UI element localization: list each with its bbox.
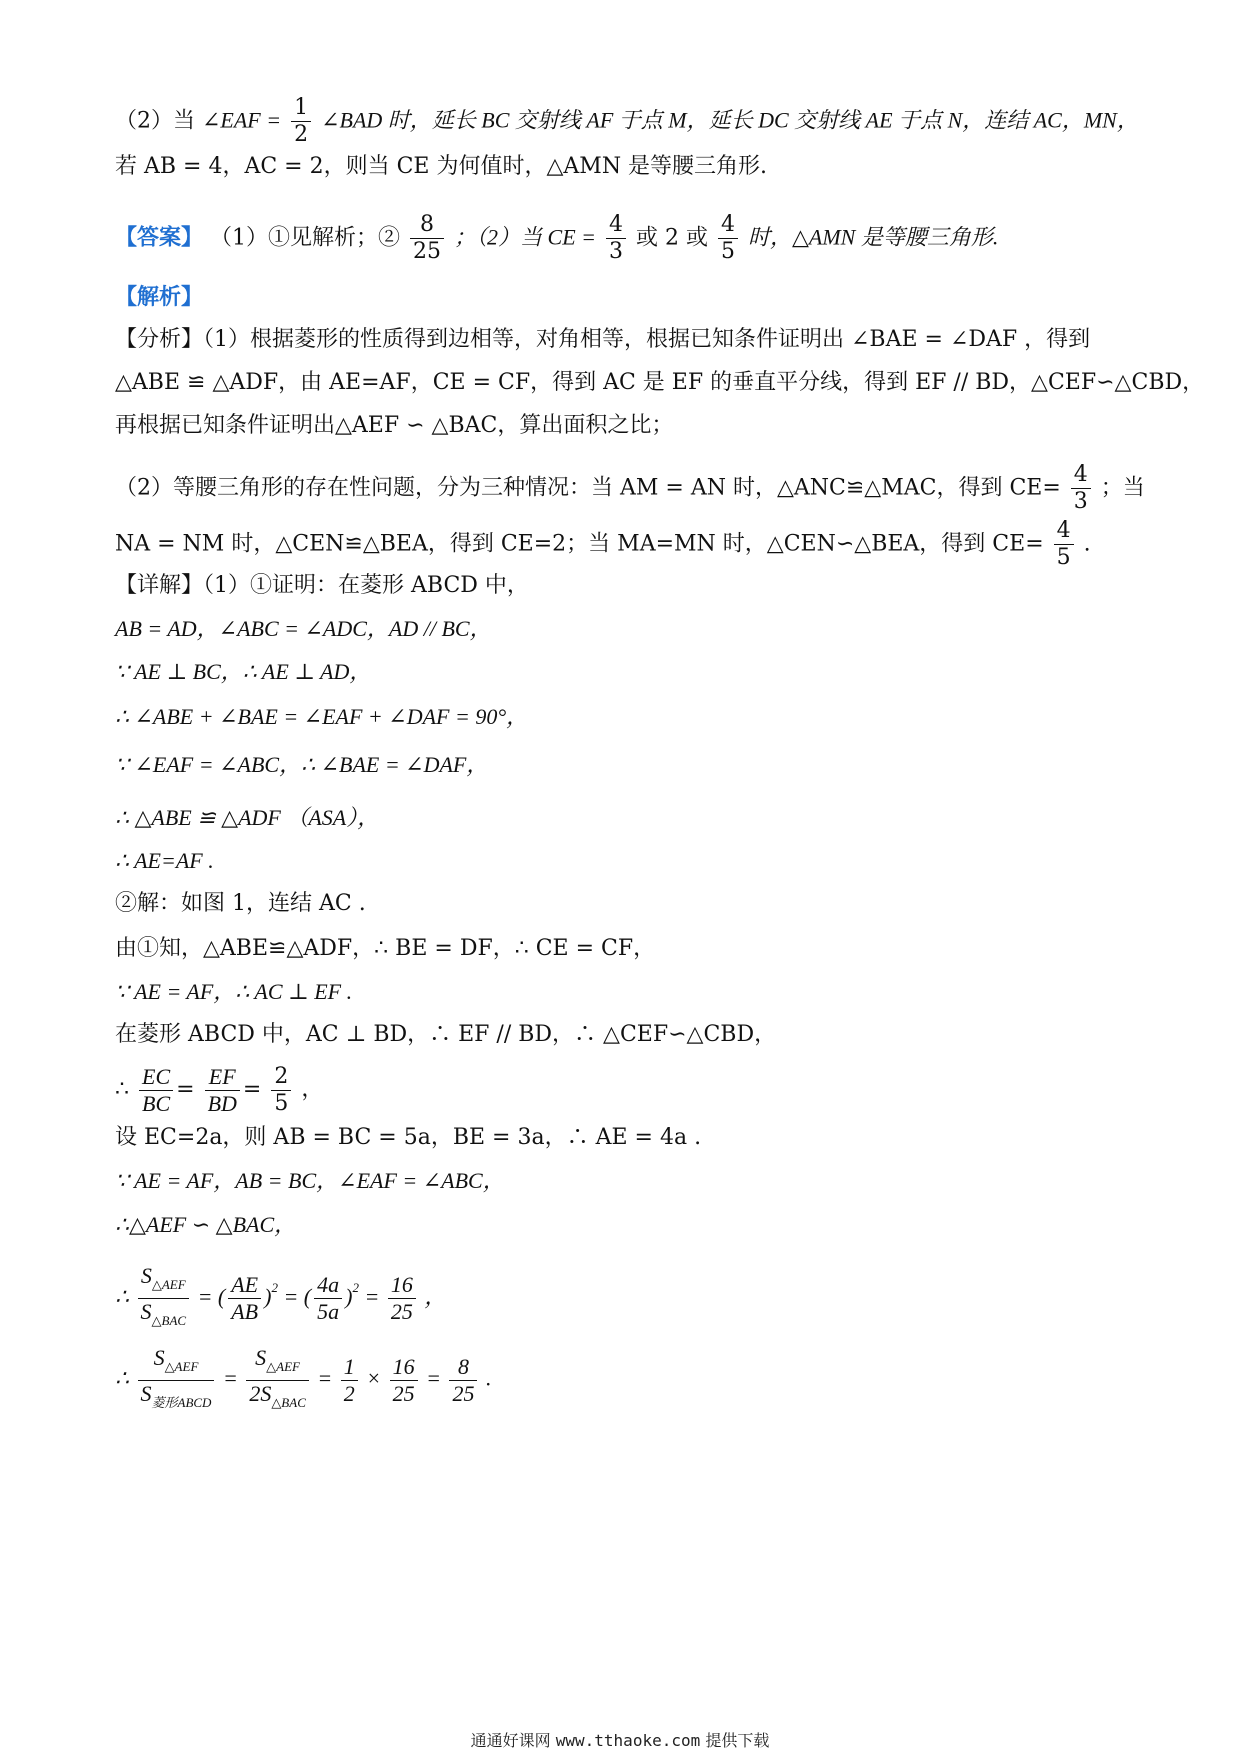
numerator: 4a (314, 1272, 342, 1299)
analysis-line-1: 【分析】（1）根据菱形的性质得到边相等，对角相等，根据已知条件证明出 ∠BAE = ∠DAF ，得到 (115, 327, 1091, 352)
detail-line-11: 在菱形 ABCD 中，AC ⊥ BD，∴ EF // BD，∴ △CEF∽△CBD， (115, 1022, 777, 1047)
analysis-tag: 【解析】 (115, 284, 204, 310)
footer-url-link[interactable]: www.tthaoke.com (555, 1731, 701, 1750)
denominator: 5 (1056, 545, 1071, 570)
therefore: ∴ (115, 1077, 129, 1102)
fraction (314, 1272, 342, 1325)
detail-line-16: ∴ $\frac{S_{\triangle AEF}}{S_{\triangle BAC}}$ = ( $\frac{AE}{AB}$ )$^2$ = ( $\frac{4a}{5a}$ )$^2$ = $\frac{16}{25}$ ， (115, 1258, 1135, 1334)
text: 或 2 或 (635, 225, 708, 251)
fraction (1071, 462, 1091, 515)
numerator: 16 (388, 1272, 416, 1299)
numerator: 4 (1071, 462, 1091, 489)
analysis-line-5 (115, 518, 1135, 571)
detail-line-1: 【详解】（1）①证明：在菱形 ABCD 中， (115, 573, 529, 598)
detail-line-7: ∴ AE=AF . (115, 848, 214, 873)
fraction (271, 1064, 291, 1117)
fraction (138, 1345, 215, 1416)
text: 2S (249, 1381, 272, 1406)
text: . (485, 1365, 492, 1391)
subscript: △AEF (164, 1359, 199, 1374)
text: = ( (283, 1284, 312, 1309)
detail-line-8: ②解：如图 1，连结 AC . (115, 891, 366, 916)
text: ) (264, 1284, 272, 1309)
text: S (140, 1381, 152, 1406)
denominator: 5 (274, 1090, 289, 1116)
footer-site-name: 通通好课网 (470, 1731, 551, 1750)
text: （2）等腰三角形的存在性问题，分为三种情况：当 AM = AN 时，△ANC≌△MAC，得到 CE= (115, 475, 1061, 501)
text: S (140, 1299, 152, 1325)
text: ) (345, 1284, 353, 1309)
subscript: △BAC (271, 1395, 306, 1410)
text: S (140, 1263, 152, 1289)
numerator: EC (139, 1064, 173, 1091)
text: ；当 (1100, 475, 1145, 501)
denominator: 3 (608, 239, 623, 264)
question-2-line-2: 若 AB = 4，AC = 2，则当 CE 为何值时，△AMN 是等腰三角形. (115, 154, 768, 179)
numerator: 2 (271, 1064, 291, 1091)
question-2-line-1 (115, 95, 1139, 148)
denominator: 25 (413, 239, 442, 264)
denominator (138, 1381, 215, 1416)
page-footer (0, 1728, 1240, 1751)
numerator: 4 (718, 212, 738, 239)
text: ， (424, 1284, 447, 1309)
denominator (246, 1381, 309, 1416)
text: ， (301, 1077, 324, 1102)
numerator (138, 1345, 215, 1381)
fraction (388, 1272, 416, 1325)
numerator: 4 (1054, 518, 1074, 545)
fraction (205, 1064, 240, 1117)
numerator (246, 1345, 309, 1381)
superscript: 2 (271, 1280, 278, 1295)
denominator: 5 (720, 239, 735, 264)
detail-line-3: ∵ AE ⊥ BC，∴ AE ⊥ AD， (115, 659, 372, 684)
detail-line-14: ∵ AE = AF，AB = BC，∠EAF = ∠ABC， (115, 1168, 505, 1193)
detail-line-6: ∴ △ABE ≌ △ADF （ASA）， (115, 805, 380, 830)
text: . (1083, 531, 1091, 557)
detail-line-12: ∴ $\frac{EC}{BC}$ = $\frac{EF}{BD}$ = $\frac{2}{5}$ ， (115, 1063, 324, 1116)
fraction (341, 1354, 358, 1407)
math: ∠EAF = (202, 107, 282, 133)
detail-line-4: ∴ ∠ABE + ∠BAE = ∠EAF + ∠DAF = 90°， (115, 704, 529, 729)
numerator: 4 (606, 212, 626, 239)
subscript: △AEF (151, 1277, 186, 1293)
text: ∠BAD 时，延长 BC 交射线 AF 于点 M，延长 DC 交射线 AE 于点 N，连结 AC，MN， (321, 107, 1139, 133)
denominator: 25 (390, 1299, 413, 1325)
detail-line-9: 由①知，△ABE≌△ADF，∴ BE = DF，∴ CE = CF， (115, 936, 656, 961)
text: S (153, 1345, 165, 1370)
text: （1）①见解析；② (210, 225, 401, 251)
fraction-half (291, 95, 311, 148)
fraction (390, 1354, 418, 1407)
text: （2）当 (115, 108, 195, 134)
detail-line-15: ∴△AEF ∽ △BAC， (115, 1212, 297, 1237)
fraction (139, 1064, 173, 1117)
text: S (255, 1345, 267, 1370)
fraction (246, 1345, 309, 1416)
answer-tag: 【答案】 (115, 224, 204, 251)
text: = ( (197, 1284, 226, 1309)
fraction (718, 212, 738, 265)
fraction (1054, 518, 1074, 571)
text: ；（2）当 CE = (454, 224, 596, 250)
detail-line-5: ∵ ∠EAF = ∠ABC，∴ ∠BAE = ∠DAF， (115, 752, 489, 777)
numerator (138, 1263, 190, 1299)
therefore: ∴ (115, 1365, 129, 1391)
denominator: 25 (452, 1381, 475, 1406)
subscript: △BAC (151, 1313, 187, 1329)
numerator: 1 (291, 95, 311, 122)
analysis-line-2: △ABE ≌ △ADF，由 AE=AF，CE = CF，得到 AC 是 EF 的垂直平分线，得到 EF // BD，△CEF∽△CBD， (115, 370, 1205, 395)
answer-line (115, 212, 1135, 265)
numerator: EF (205, 1064, 240, 1091)
detail-line-17: ∴ $\frac{S_{\triangle AEF}}{S_{菱形ABCD}}$ = $\frac{S_{\triangle AEF}}{2S_{\triangle BAC}}$ = $\frac{1}{2}$ × $\frac{16}{25}$ = $\frac{8}{25}$ . (115, 1345, 1135, 1416)
analysis-line-3: 再根据已知条件证明出△AEF ∽ △BAC，算出面积之比； (115, 413, 674, 438)
superscript: 2 (352, 1280, 359, 1295)
denominator: 2 (343, 1381, 355, 1406)
subscript: 菱形ABCD (151, 1395, 212, 1410)
fraction (449, 1354, 477, 1407)
numerator: 16 (390, 1354, 418, 1381)
fraction (138, 1263, 190, 1334)
therefore: ∴ (115, 1284, 129, 1309)
denominator: 5a (317, 1299, 340, 1325)
detail-line-13: 设 EC=2a，则 AB = BC = 5a，BE = 3a，∴ AE = 4a . (115, 1125, 702, 1150)
fraction (410, 212, 444, 265)
text: 时，△AMN 是等腰三角形. (747, 224, 999, 250)
analysis-line-4 (115, 462, 1145, 515)
denominator: BD (207, 1090, 237, 1116)
times-sign: × (366, 1365, 382, 1391)
denominator: AB (231, 1299, 259, 1325)
footer-download-text: 提供下载 (705, 1731, 770, 1750)
fraction (606, 212, 626, 265)
numerator: 8 (449, 1354, 477, 1381)
text: NA = NM 时，△CEN≌△BEA，得到 CE=2；当 MA=MN 时，△CEN∽△BEA，得到 CE= (115, 531, 1044, 557)
detail-line-2: AB = AD，∠ABC = ∠ADC，AD // BC， (115, 616, 492, 641)
numerator: 1 (341, 1354, 358, 1381)
denominator: 3 (1073, 489, 1088, 514)
denominator: 25 (392, 1381, 415, 1406)
subscript: △AEF (266, 1359, 300, 1374)
denominator: 2 (294, 122, 309, 147)
detail-line-10: ∵ AE = AF，∴ AC ⊥ EF . (115, 979, 353, 1004)
denominator: BC (142, 1090, 171, 1116)
fraction (228, 1272, 261, 1325)
denominator (138, 1299, 190, 1334)
numerator: 8 (410, 212, 444, 239)
numerator: AE (228, 1272, 261, 1299)
